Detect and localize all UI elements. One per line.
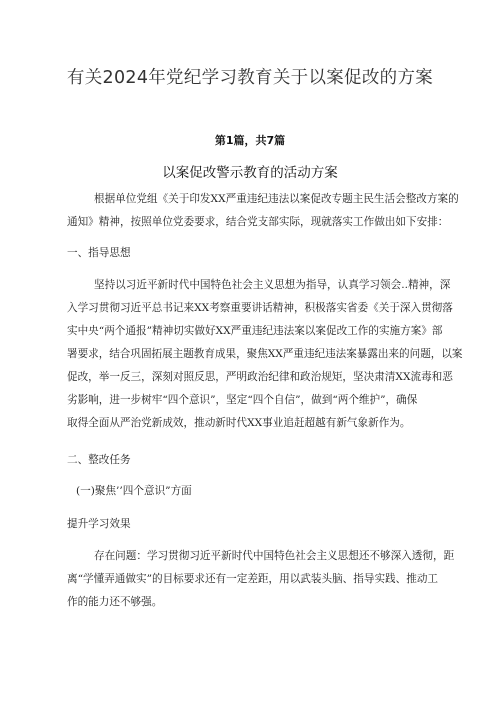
- subsection1-heading: (一)聚焦’’四个意识”方面: [76, 485, 192, 497]
- section1-line-7: 取得全面从严治党新成效，推动新时代XX事业追赶超越有新气象新作为。: [67, 417, 411, 429]
- section1-line-1: 坚持以习近平新时代中国特色社会主义思想为指导，认真学习领会..精神，深: [94, 279, 451, 291]
- intro-line-1: 根据单位党组《关于印发XX严重违纪违法以案促改专题主民生活会整改方案的: [94, 193, 459, 205]
- problem-line-3: 作的能力还不够强。: [67, 596, 163, 608]
- item-heading: 提升学习效果: [67, 518, 131, 530]
- part-label: 第1篇，共7篇: [214, 134, 286, 147]
- document-title: 有关2024年党纪学习教育关于以案促改的方案: [66, 68, 434, 88]
- section-title: 以案促改警示教育的活动方案: [162, 165, 338, 181]
- section1-line-3: 实中央“两个通报”精神切实做好XX严重违纪违法案以案促改工作的实施方案》部: [67, 325, 443, 337]
- section1-line-4: 署要求，结合巩固拓展主题教育成果，聚焦XX严重违纪违法案暴露出来的问题，以案: [67, 348, 463, 360]
- section2-heading: 二、整改任务: [67, 454, 131, 466]
- section1-line-2: 入学习贯彻习近平总书记来XX考察重要讲话精神，积极落实省委《关于深入贯彻落: [67, 302, 453, 314]
- section1-line-6: 劣影响，进一步树牢“四个意识”，坚定“四个自信”，做到“两个维护”，确保: [67, 394, 418, 406]
- section1-heading: 一、指导思想: [67, 247, 131, 259]
- problem-line-2: 离“学懂弄通做实”的目标要求还有一定差距，用以武装头脑、指导实践、推动工: [67, 573, 439, 585]
- intro-line-2: 通知》精神，按照单位党委要求，结合党支部实际，现就落实工作做出如下安排：: [67, 216, 449, 228]
- problem-line-1: 存在问题：学习贯彻习近平新时代中国特色社会主义思想还不够深入透彻，距: [94, 550, 455, 562]
- section1-line-5: 促改，举一反三，深刻对照反思，严明政治纪律和政治规矩，坚决肃清XX流毒和恶: [67, 371, 453, 383]
